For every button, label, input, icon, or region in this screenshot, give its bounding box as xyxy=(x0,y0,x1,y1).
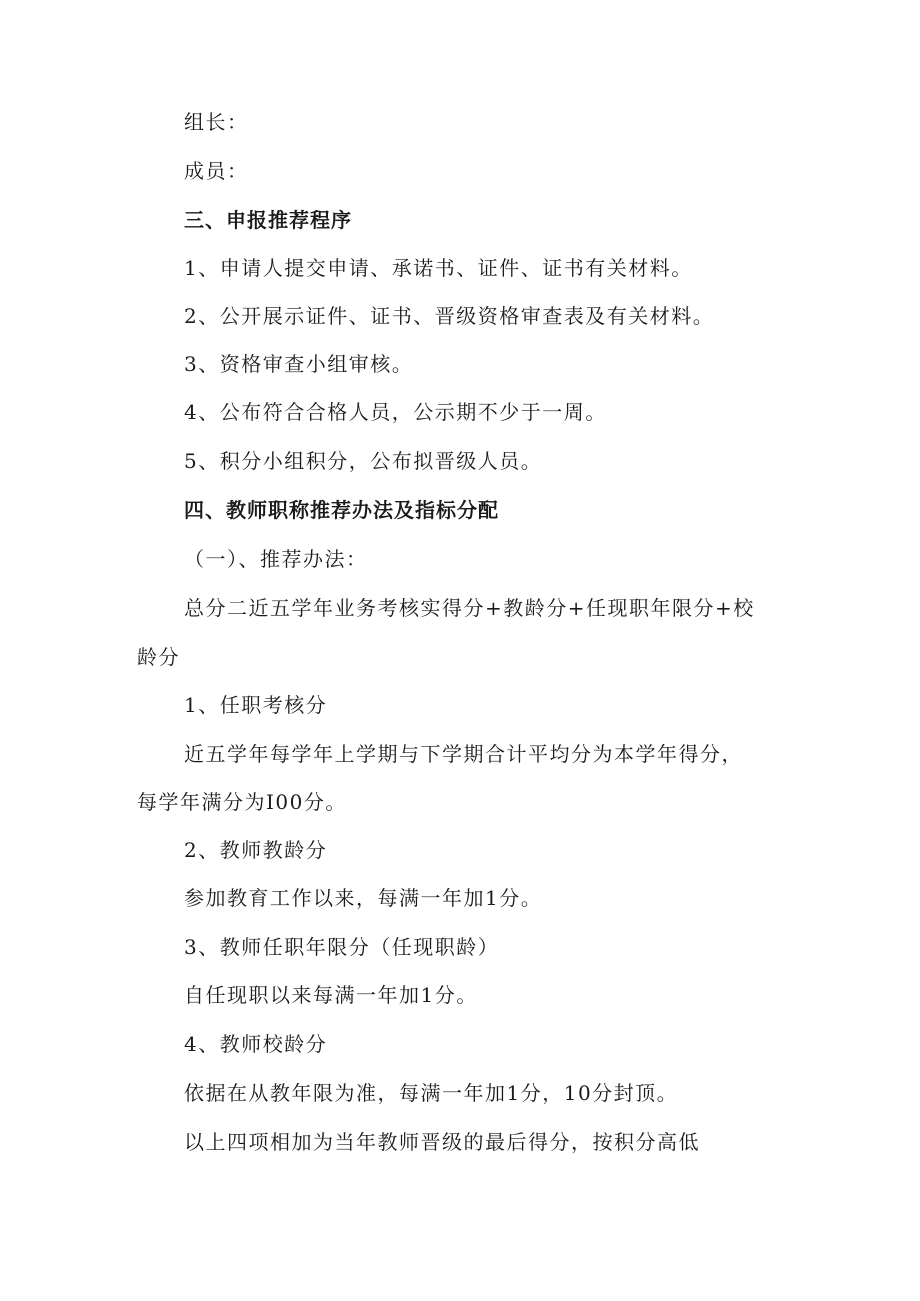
procedure-step-4: 4、公布符合合格人员，公示期不少于一周。 xyxy=(184,400,607,424)
summary-line: 以上四项相加为当年教师晋级的最后得分，按积分高低 xyxy=(184,1130,700,1154)
procedure-step-2: 2、公开展示证件、证书、晋级资格审查表及有关材料。 xyxy=(184,304,715,328)
item-3-title: 3、教师任职年限分（任现职龄） xyxy=(184,935,500,959)
item-4-desc: 依据在从教年限为准，每满一年加1分，10分封顶。 xyxy=(184,1081,679,1105)
subsection-heading-method: （一）、推荐办法： xyxy=(184,547,368,571)
procedure-step-1: 1、申请人提交申请、承诺书、证件、证书有关材料。 xyxy=(184,256,693,280)
team-leader-label: 组长： xyxy=(184,110,249,134)
total-score-formula-line-1: 总分二近五学年业务考核实得分+教龄分+任现职年限分+校 xyxy=(184,596,755,620)
item-2-title: 2、教师教龄分 xyxy=(184,838,328,862)
item-3-desc: 自任现职以来每满一年加1分。 xyxy=(184,983,478,1007)
item-2-desc: 参加教育工作以来，每满一年加1分。 xyxy=(184,886,543,910)
item-1-desc-line-1: 近五学年每学年上学期与下学期合计平均分为本学年得分， xyxy=(184,742,743,766)
item-4-title: 4、教师校龄分 xyxy=(184,1032,328,1056)
team-members-label: 成员： xyxy=(184,159,249,183)
item-1-desc-line-2: 每学年满分为I00分。 xyxy=(137,790,347,814)
procedure-step-5: 5、积分小组积分，公布拟晋级人员。 xyxy=(184,449,543,473)
section-heading-recommendation: 四、教师职称推荐办法及指标分配 xyxy=(184,498,499,522)
procedure-step-3: 3、资格审查小组审核。 xyxy=(184,352,414,376)
item-1-title: 1、任职考核分 xyxy=(184,693,328,717)
section-heading-procedure: 三、申报推荐程序 xyxy=(184,208,352,232)
total-score-formula-line-2: 龄分 xyxy=(137,645,180,669)
